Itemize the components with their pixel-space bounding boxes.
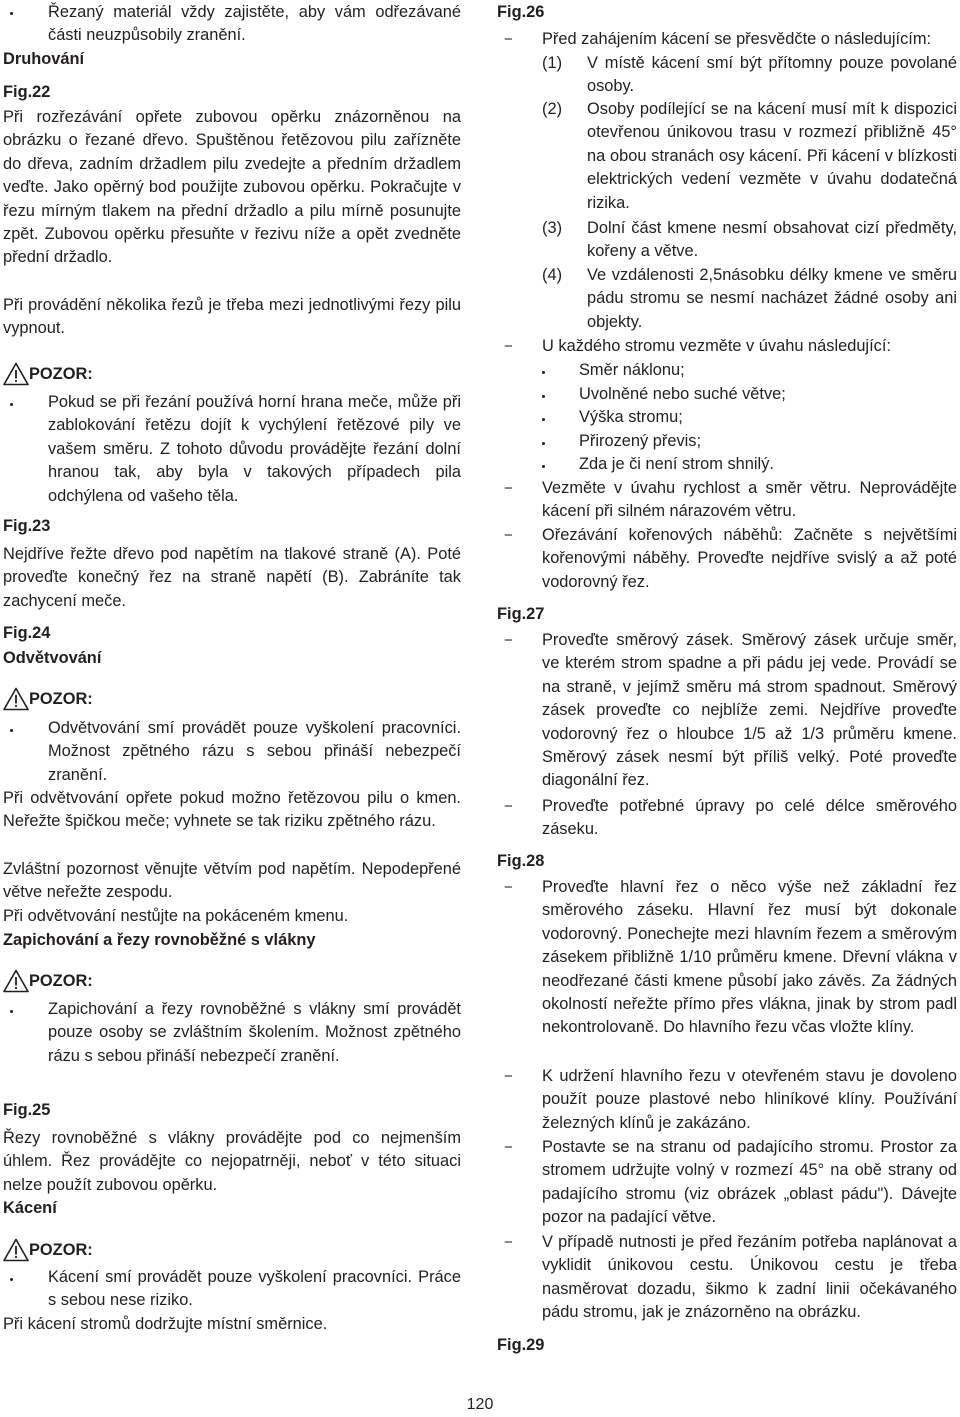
fig-29-label: Fig.29: [497, 1336, 545, 1354]
dash-marker: −: [504, 1139, 513, 1156]
paragraph-22b: Při provádění několika řezů je třeba mezi jednotlivými řezy pilu vypnout.: [3, 296, 461, 338]
dash-item-7: Proveďte hlavní řez o něco výše než základní řez směrového záseku. Hlavní řez musí být dokonale vodorovný. Ponechejte mezi hlavním řezem a směrovým zásekem přibližně 1/10 průměru kmene. Dřevní vlákna v neodřezané části kmene působí jako závěs. Za žádných okolností neřežte přímo přes vlákna, jinak by strom padl nekontrolovaně. Do hlavního řezu včas vložte klíny.: [542, 878, 957, 1037]
heading-odvetvovani: Odvětvování: [3, 649, 102, 667]
sub-bullet-3: Výška stromu;: [579, 408, 683, 426]
dash-marker: −: [504, 31, 513, 48]
warning-label: POZOR:: [29, 365, 93, 383]
fig-26-label: Fig.26: [497, 3, 545, 21]
heading-kaceni: Kácení: [3, 1199, 57, 1217]
dash-item-10: V případě nutnosti je před řezáním potřeba naplánovat a vyklidit únikovou cestu. Únikovou cestu je třeba nasměrovat dozadu, šikmo k zadní linii očekávaného pádu stromu, jak je znázorněno na obrázku.: [542, 1233, 957, 1322]
bullet-pozor-3: Zapichování a řezy rovnoběžné s vlákny smí provádět pouze osoby se zvláštním školením. Možnost zpětného rázu s sebou přináší nebezpečí zranění.: [48, 1000, 461, 1065]
warning-triangle-icon: [3, 362, 29, 386]
numbered-item-4: Ve vzdálenosti 2,5násobku délky kmene ve směru pádu stromu se nesmí nacházet žádné osoby ani objekty.: [587, 266, 957, 331]
fig-25-label: Fig.25: [3, 1101, 51, 1119]
heading-zapichovani: Zapichování a řezy rovnoběžné s vlákny: [3, 931, 316, 949]
numbered-item-2: Osoby podílející se na kácení musí mít k dispozici otevřenou únikovou trasu v rozmezí přibližně 45° na obou stranách osy kácení. Při kácení v blízkosti elektrických vedení vezměte v úvahu dodatečná rizika.: [587, 100, 957, 212]
numbered-label-1: (1): [542, 54, 563, 72]
dash-marker: −: [504, 480, 513, 497]
numbered-label-4: (4): [542, 266, 563, 284]
sub-bullet-2: Uvolněné nebo suché větve;: [579, 385, 786, 403]
sub-bullet-4: Přirozený převis;: [579, 432, 702, 450]
numbered-label-2: (2): [542, 100, 563, 118]
dash-item-1: Před zahájením kácení se přesvědčte o následujícím:: [542, 30, 932, 48]
warning-pozor-1: [3, 362, 93, 386]
bullet-pozor-1: Pokud se při řezání používá horní hrana meče, může při zablokování řetězu dojít k vychýlení řetězové pily ve vašem směru. Z tohoto důvodu provádějte řezání dolní hranou tak, aby byla v takových případech pila odchýlena od vašeho těla.: [48, 393, 461, 505]
dash-item-9: Postavte se na stranu od padajícího stromu. Prostor za stromem udržujte volný v rozmezí 45° na obě strany od padajícího stromu (viz obrázek „oblast pádu"). Dávejte pozor na padající větve.: [542, 1138, 957, 1227]
dash-item-6: Proveďte potřebné úpravy po celé délce směrového záseku.: [542, 797, 957, 839]
paragraph-kaceni: Při kácení stromů dodržujte místní směrnice.: [3, 1315, 328, 1333]
dash-item-2: U každého stromu vezměte v úvahu následující:: [542, 337, 891, 355]
page-number: 120: [466, 1396, 494, 1413]
fig-23-label: Fig.23: [3, 517, 51, 535]
dash-marker: −: [504, 338, 513, 355]
dash-item-4: Ořezávání kořenových náběhů: Začněte s největšími kořenovými náběhy. Proveďte nejdříve svislý a až poté vodorovný řez.: [542, 526, 957, 591]
paragraph-22: Při rozřezávání opřete zubovou opěrku znázorněnou na obrázku o řezané dřevo. Spuštěnou řetězovou pilu zařízněte do dřeva, zadním držadlem pilu zvedejte a předním držadlem veďte. Jako opěrný bod použijte zubovou opěrku. Pokračujte v řezu mírným tlakem na přední držadlo a pilu mírně posunujte zpět. Zubovou opěrku přesuňte v řezivu níže a opět zvedněte přední držadlo.: [3, 108, 461, 267]
dash-marker: −: [504, 527, 513, 544]
fig-24-label: Fig.24: [3, 624, 51, 642]
bullet-pozor-2: Odvětvování smí provádět pouze vyškolení pracovníci. Možnost zpětného rázu s sebou přináší nebezpečí zranění.: [48, 719, 461, 784]
fig-22-label: Fig.22: [3, 83, 51, 101]
warning-pozor-2: [3, 687, 93, 711]
dash-marker: −: [504, 879, 513, 896]
paragraph-25: Řezy rovnoběžné s vlákny provádějte pod co nejmenším úhlem. Řez provádějte co nejopatrněji, neboť v této situaci nelze použít zubovou opěrku.: [3, 1129, 461, 1194]
numbered-item-1: V místě kácení smí být přítomny pouze povolané osoby.: [587, 54, 957, 96]
warning-pozor-3: [3, 969, 93, 993]
warning-triangle-icon: [3, 1238, 29, 1262]
dash-marker: −: [504, 1234, 513, 1251]
fig-28-label: Fig.28: [497, 852, 545, 870]
bullet-rezany: Řezaný materiál vždy zajistěte, aby vám odřezávané části neuzpůsobily zranění.: [48, 3, 461, 45]
warning-label: POZOR:: [29, 690, 93, 708]
dash-item-8: K udržení hlavního řezu v otevřeném stavu je dovoleno použít pouze plastové nebo hliníkové klíny. Používání železných klínů je zakázáno.: [542, 1067, 957, 1132]
dash-item-5: Proveďte směrový zásek. Směrový zásek určuje směr, ve kterém strom spadne a při pádu jej vede. Provádí se na straně, v jejímž směru má strom spadnout. Směrový zásek proveďte co nejblíže zemi. Nejdříve proveďte vodorovný řez o hloubce 1/5 až 1/3 průměru kmene. Směrový zásek nesmí být příliš velký. Poté proveďte diagonální řez.: [542, 631, 957, 790]
numbered-label-3: (3): [542, 219, 563, 237]
sub-bullet-5: Zda je či není strom shnilý.: [579, 455, 774, 473]
fig-27-label: Fig.27: [497, 605, 545, 623]
paragraph-23: Nejdříve řežte dřevo pod napětím na tlakové straně (A). Poté proveďte konečný řez na straně napětí (B). Zabráníte tak zachycení meče.: [3, 545, 461, 610]
warning-triangle-icon: [3, 687, 29, 711]
warning-label: POZOR:: [29, 1241, 93, 1259]
dash-item-3: Vezměte v úvahu rychlost a směr větru. Neprovádějte kácení při silném nárazovém větru.: [542, 479, 957, 521]
numbered-item-3: Dolní část kmene nesmí obsahovat cizí předměty, kořeny a větve.: [587, 219, 957, 261]
warning-triangle-icon: [3, 969, 29, 993]
paragraph-24a: Při odvětvování opřete pokud možno řetězovou pilu o kmen. Neřežte špičkou meče; vyhnete se tak riziku zpětného rázu.: [3, 789, 461, 831]
sub-bullet-1: Směr náklonu;: [579, 361, 685, 379]
heading-druhovani: Druhování: [3, 50, 85, 68]
dash-marker: −: [504, 1068, 513, 1085]
dash-marker: −: [504, 798, 513, 815]
warning-pozor-4: [3, 1238, 93, 1262]
warning-label: POZOR:: [29, 972, 93, 990]
paragraph-24b: Zvláštní pozornost věnujte větvím pod napětím. Nepodepřené větve neřežte zespodu.: [3, 860, 461, 902]
dash-marker: −: [504, 632, 513, 649]
bullet-pozor-4: Kácení smí provádět pouze vyškolení pracovníci. Práce s sebou nese riziko.: [48, 1268, 461, 1310]
paragraph-24c: Při odvětvování nestůjte na pokáceném kmenu.: [3, 907, 349, 925]
